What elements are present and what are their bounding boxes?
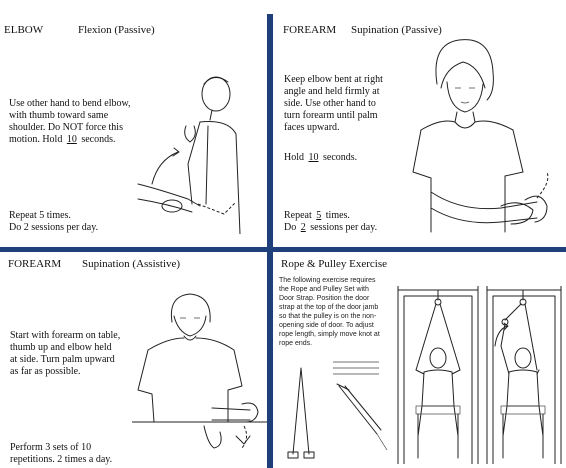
description-line: The following exercise requires: [279, 277, 376, 284]
forearm-supination-assistive-illustration: [132, 286, 267, 466]
sessions-suffix: sessions per day.: [310, 222, 378, 233]
panel-rope-pulley: [273, 252, 566, 468]
instruction-line: with thumb toward same: [9, 110, 109, 121]
hold-value: 10: [66, 134, 77, 145]
sessions-value: 2: [300, 222, 306, 233]
hold-prefix: motion. Hold: [9, 134, 63, 145]
repeat-prefix: Repeat: [284, 210, 312, 221]
hold-value: 10: [308, 152, 319, 163]
hold-line: [284, 152, 357, 164]
panel-exercise-name: Supination (Assistive): [82, 258, 181, 270]
repeat-line: [284, 210, 350, 222]
instructions: [10, 330, 138, 378]
sessions-text: Do 2 sessions per day.: [9, 222, 99, 233]
panel-exercise-name: Supination (Passive): [351, 24, 442, 36]
description-line: opening side of door. To adjust: [279, 322, 374, 329]
instruction-line: at side. Turn palm upward: [10, 354, 115, 365]
panel-forearm-supination-passive: [273, 14, 566, 247]
instruction-line: Start with forearm on table,: [10, 330, 121, 341]
instructions: [284, 74, 402, 134]
rope-pulley-equipment-illustration: [279, 356, 389, 466]
instruction-line: thumb up and elbow held: [10, 342, 112, 353]
panel-exercise-name: Flexion (Passive): [78, 24, 155, 36]
repeat-suffix: times.: [325, 210, 350, 221]
instruction-line: shoulder. Do NOT force this: [9, 122, 123, 133]
instruction-line: as far as possible.: [10, 366, 81, 377]
rope-pulley-figure-right: [483, 286, 565, 464]
panel-category: ELBOW: [4, 24, 44, 36]
sessions-prefix: Do: [284, 222, 297, 233]
perform-line: repetitions. 2 times a day.: [10, 454, 113, 465]
instruction-line: angle and held firmly at: [284, 86, 380, 97]
instruction-line: faces upward.: [284, 122, 340, 133]
panel-category: FOREARM: [283, 24, 337, 36]
instruction-line: Keep elbow bent at right: [284, 74, 383, 85]
perform-text: [10, 442, 112, 466]
instruction-line: turn forearm until palm: [284, 110, 378, 121]
repeat-value: 5: [316, 210, 322, 221]
description: [279, 276, 391, 348]
instruction-line: Use other hand to bend elbow,: [9, 98, 131, 109]
perform-line: Perform 3 sets of 10: [10, 442, 92, 453]
description-line: so that the pulley is on the non-: [279, 313, 377, 320]
forearm-supination-passive-illustration: [401, 22, 561, 247]
repeat-text: Repeat 5 times.: [9, 210, 71, 221]
panel-category: FOREARM: [8, 258, 62, 270]
description-line: strap at the top of the door jamb: [279, 304, 379, 311]
description-line: Door Strap. Position the door: [279, 295, 370, 302]
hold-prefix: Hold: [284, 152, 304, 163]
description-line: rope length, simply move knot at: [279, 331, 380, 338]
description-line: the Rope and Pulley Set with: [279, 286, 369, 293]
panel-title: Rope & Pulley Exercise: [281, 258, 388, 270]
hold-suffix: seconds.: [81, 134, 116, 145]
sessions-line: [284, 222, 377, 234]
rope-pulley-figure-left: [394, 286, 482, 464]
elbow-flexion-illustration: [128, 64, 267, 234]
hold-suffix: seconds.: [323, 152, 358, 163]
instruction-line: side. Use other hand to: [284, 98, 376, 109]
instructions: [9, 98, 139, 146]
hold-line: [9, 134, 139, 146]
panel-elbow-flexion: [0, 14, 267, 247]
description-line: rope ends.: [279, 340, 313, 347]
panel-forearm-supination-assistive: [0, 252, 267, 468]
